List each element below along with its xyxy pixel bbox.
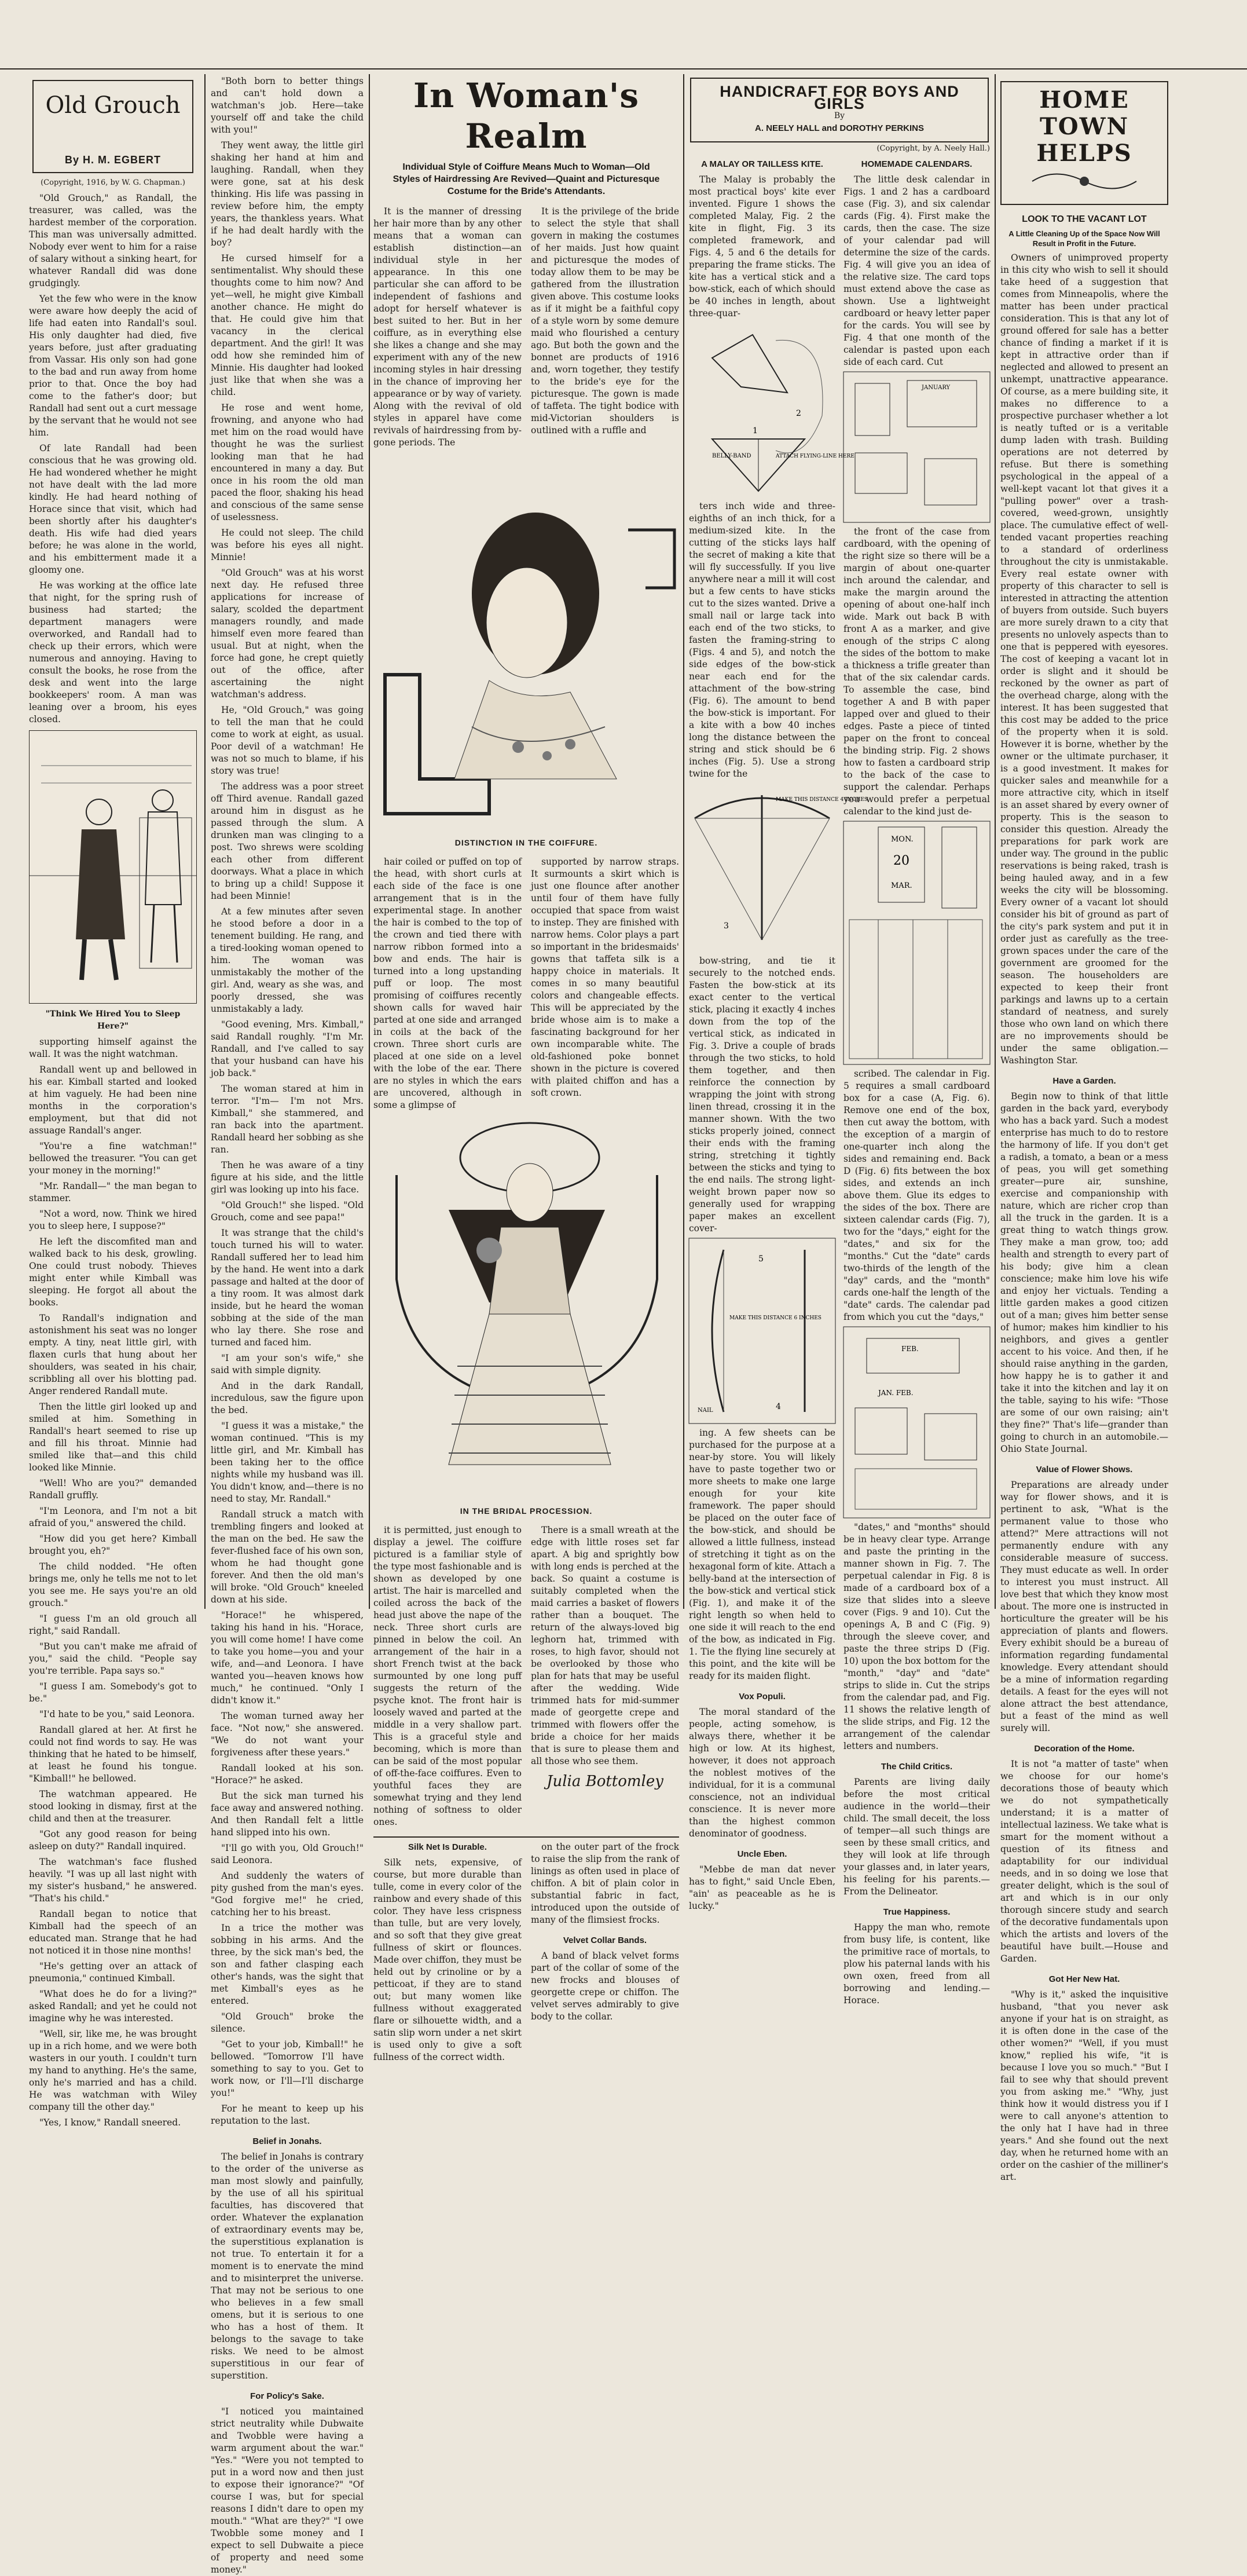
- story-title: Old Grouch: [45, 92, 181, 119]
- true-happiness-title: True Happiness.: [883, 1907, 951, 1917]
- column-rule: [683, 74, 684, 1609]
- womans-realm-mid-text: [373, 856, 679, 1111]
- bridal-text-mid: supported by narrow straps. It surmounts a skirt which is just one flounce after another until four of them have fully occupied that space from waist to instep. They are finished with narrow hems. Color plays a part so important in the bridesmaids' gowns that taffeta silk is a happy choice in materials. It comes in so many beautiful colors and changeable effects. This will be appreciated by the bride whose aim is to make a fascinating background for her own incomparable white. The old-fashioned poke bonnet shown in the picture is covered with plaited chiffon and has a soft crown.: [531, 857, 679, 1098]
- column-rule: [995, 74, 996, 1609]
- cal-label-mon: MON.: [891, 835, 914, 844]
- new-hat-title: Got Her New Hat.: [1048, 1974, 1120, 1984]
- story-paragraph: And in the dark Randall, incredulous, saw the figure upon the bed.: [211, 1381, 364, 1415]
- story-paragraph: He cursed himself for a sentimentalist. Why should these thoughts come to him now? And yet—well, he might give Kimball another chance. He might do that. He could give him that vacancy in the clerical department. And the girl! It was odd how she reminded him of Minnie. His daughter had looked just like that when she was a child.: [211, 253, 364, 397]
- section-divider: [373, 1836, 679, 1838]
- flower-shows-text: Preparations are already under way for flower shows, and it is pertinent to ask, "What is the permanent value to those who attend?" Mere attractions will not permanently endure with any considerable measure of success. They must educate as well. In order to interest you must instruct. All love best that which they know most about. The more one is instructed in horticulture the greater will be his appreciation of plants and flowers. Every exhibit should be a bureau of information regarding fundamental knowledge. Every attendant should be a mine of information regarding details. A feast for the eyes will not alone attract the best attendance, but a feast of the mind as well surely will.: [1000, 1480, 1168, 1733]
- handicraft-header: [690, 78, 989, 142]
- story-paragraph: "Good evening, Mrs. Kimball," said Randall roughly. "I'm Mr. Randall, and I've called to say that your husband can have his job back.": [211, 1019, 364, 1078]
- story-title-box: [32, 80, 193, 173]
- story-paragraph: "Old Grouch!" she lisped. "Old Grouch, come and see papa!": [211, 1200, 364, 1223]
- story-paragraphs-continued: [29, 1036, 197, 2129]
- story-paragraph: The woman turned away her face. "Not now," she answered. "We do not want your forgiveness after these years.": [211, 1711, 364, 1758]
- calendar-figures-1-4: [843, 372, 990, 522]
- handicraft-by: By: [834, 111, 845, 120]
- fig-label-5: 5: [758, 1254, 764, 1264]
- fig-label-2: 2: [796, 409, 801, 418]
- story-paragraph: "You're a fine watchman!" bellowed the treasurer. "You can get your money in the morning!": [29, 1141, 197, 1176]
- velvet-collar-text: A band of black velvet forms part of the collar of some of the new frocks and blouses of georgette crepe or chiffon. The velvet serves admirably to give body to the collar.: [531, 1951, 679, 2022]
- story-copyright: (Copyright, 1916, by W. G. Chapman.): [41, 178, 185, 187]
- home-decoration-text: It is not "a matter of taste" when we choose for our home's decorations those of beauty which we do not sympathetically understand; it is a matter of intellectual laziness. We take what is smart for the moment without a question of its fitness and adaptability for our individual needs, and in so doing we lose that greater delight, which is the soul of art and which is in our only thorough sincere study and search of the decorative fundamentals upon which the artists and lovers of the beautiful have built.—House and Garden.: [1000, 1759, 1168, 1964]
- home-town-helps-header: [1000, 81, 1168, 205]
- decorative-flourish-icon: [1026, 167, 1142, 196]
- story-paragraph: He rose and went home, frowning, and anyone who had met him on the road would have thought he was the surliest looking man that he had encountered in many a day. But once in his room the old man paced the floor, shaking his head and conscious of the same sense of uselessness.: [211, 402, 364, 522]
- story-paragraph: They went away, the little girl shaking her hand at him and laughing. Randall, when they were gone, sat at his desk thinking. His life was passing in review before him, the empty years, the thankless years. What if he had dealt hardly with the boy?: [211, 140, 364, 248]
- story-paragraph: "I'd hate to be you," said Leonora.: [39, 1709, 195, 1719]
- story-paragraph: Yet the few who were in the know were aware how deeply the acid of life had eaten into Randall's soul. His only daughter had died, five years before, just after graduating from Vassar. His only son had gone to the bad and run away from home prior to that. Once the boy had come to the father's door; but Randall had sent out a curt message by the servant that he would not see him.: [29, 294, 197, 438]
- story-paragraph: The watchman's face flushed heavily. "I was up all last night with my sister's husband," he answered. "That's his child.": [29, 1857, 197, 1904]
- fig-label-3: 3: [724, 921, 729, 931]
- coiffure-text-mid: hair coiled or puffed on top of the head, with short curls at each side of the face is one arrangement that is in the experimental stage. In another the hair is combed to the top of the crown and tied there with narrow ribbon formed into a bow and ends. The hair is turned into a long upstanding puff or loop. The most promising of coiffures recently shown calls for waved hair parted at one side and arranged in coils at the back of the crown. Three short curls are placed at one side on a level with the lobe of the ear. There are no styles in which the ears are uncovered, although in some a glimpse of: [373, 857, 522, 1110]
- handicraft-title: HANDICRAFT FOR BOYS AND GIRLS: [720, 83, 959, 112]
- story-paragraph: "I guess it was a mistake," the woman continued. "This is my little girl, and Mr. Kimball has been taking her to the office nights while my husband was ill. You didn't know, and—there is no need to stay, Mr. Randall.": [211, 1421, 364, 1504]
- womans-realm-subtitle: Individual Style of Coiffure Means Much to Woman—Old Styles of Hairdressing Are Revived—Quaint and Picturesque Costume for the Bride's Attendants.: [393, 162, 660, 196]
- child-critics-title: The Child Critics.: [881, 1762, 953, 1772]
- vacant-lot-title: LOOK TO THE VACANT LOT: [1022, 214, 1147, 224]
- calendar-text-3: scribed. The calendar in Fig. 5 requires a small cardboard box for a case (A, Fig. 6). Remove one end of the box, then cut away the bottom, with the exception of a margin of one-quarter inch along the sides and remaining end. Back D (Fig. 6) fits between the box sides, and extends an inch above them. Glue its edges to the sides of the box. There are sixteen calendar cards (Fig. 7), two for the "days," eight for the "dates," and six for the "months." Cut the "date" cards two-thirds of the length of the "day" cards, and the "month" cards one-half the length of the "date" cards. The calendar pad from which you cut the "days,": [843, 1069, 990, 1322]
- story-paragraph: At a few minutes after seven he stood before a door in a tenement building. He rang, and a tired-looking woman opened to him. The woman was unmistakably the mother of the girl. And, weary as she was, and poorly dressed, she was unmistakably a lady.: [211, 906, 364, 1014]
- story-paragraph: "I guess I am. Somebody's got to be.": [29, 1681, 197, 1704]
- coiffure-text-left: It is the manner of dressing her hair more than by any other means that a woman can establish distinction—an individual style in her appearance. In this one particular she can afford to be independent of fashions and adopt for herself whatever is best suited to her. But in her coiffure, as in everything else she likes a change and she may experiment with any of the new incoming styles in hair dressing in the chance of improving her appearance or by way of variety. Along with the revival of old styles in apparel have come revivals of hairdressing from by-gone periods. The: [373, 206, 522, 448]
- home-decoration-title: Decoration of the Home.: [1034, 1744, 1135, 1754]
- story-illustration: [29, 730, 197, 1004]
- for-policys-sake-text: "I noticed you maintained strict neutrality while Dubwaite and Twobble were having a warm argument about the war." "Yes." "Were you not tempted to put in a word now and then just to expose their ignorance?" "Of course I was, but for special reasons I didn't dare to open my mouth." "What are they?" "I owe Twobble some money and I expect to sell Dubwaite a piece of property and need some money.": [211, 2406, 364, 2575]
- handicraft-copyright: (Copyright, by A. Neely Hall.): [876, 144, 990, 153]
- uncle-eben-text: "Mebbe de man dat never has to fight," said Uncle Eben, "ain' as peaceable as he is lucky.": [689, 1864, 835, 1911]
- story-paragraph: Then he was aware of a tiny figure at his side, and the little girl was looking up into his face.: [211, 1160, 364, 1195]
- kite-figure-3: [689, 784, 868, 952]
- fig-label-1: 1: [753, 426, 758, 436]
- kite-title: A MALAY OR TAILLESS KITE.: [701, 159, 823, 169]
- story-paragraph: Randall began to notice that Kimball had the speech of an educated man. Strange that he had not noticed it in those nine months!: [29, 1909, 197, 1956]
- story-paragraphs: [29, 192, 197, 726]
- kite-text-3: bow-string, and tie it securely to the notched ends. Fasten the bow-stick at its exact center to the vertical stick, placing it exactly 4 inches down from the top of the vertical stick, as indicated in Fig. 3. Drive a couple of brads through the two sticks, to hold them together, and then reinforce the connection by wrapping the joint with strong linen thread, crossing it in the manner shown. With the two sticks properly joined, connect their ends with the framing string, stretching it tightly between the sticks and tying to the end nails. The strong light-weight brown paper now so generally used for wrapping paper makes an excellent cover-: [689, 956, 835, 1234]
- bridal-text-bottom: There is a small wreath at the edge with little roses set far apart. A big and sprightly bow with long ends is perched at the back. So quaint a costume is suitably completed when the maid carries a basket of flowers rather than a bouquet. The return of the always-loved big leghorn hat, trimmed with roses, to high favor, should not be overlooked by those who plan for hats that may be useful after the wedding. Wide trimmed hats for mid-summer made of georgette crepe and trimmed with flowers offer the bride a choice for her maids that is sure to please them and all those who see them.: [531, 1525, 679, 1766]
- belief-in-jonahs-title: Belief in Jonahs.: [252, 2136, 322, 2146]
- fig-label-4: 4: [776, 1402, 781, 1411]
- story-paragraph: He left the discomfited man and walked back to his desk, growling. One could trust nobody. Thieves might enter while Kimball was sleeping. He forgot all about the books.: [29, 1236, 197, 1308]
- cal-label-jan-feb: JAN. FEB.: [878, 1389, 914, 1397]
- cal-label-20: 20: [893, 854, 909, 868]
- womans-realm-bottom-text: [373, 1524, 679, 1828]
- womans-realm-title: In Woman's Realm: [413, 76, 640, 156]
- coiffure-illustration: [373, 455, 679, 837]
- have-a-garden-text: Begin now to think of that little garden in the back yard, everybody who has a back yard. Such a modest enterprise has much to do to restore the harmony of life. If you don't get a radish, a tomato, a bean or a mess of peas, you will get something greater—pure air, sunshine, exercise and companionship with nature, which are richer crop than all the truck in the garden. It is a great thing to watch things grow. They make a man grow, too; add health and strength to every part of his body; give him a clean conscience; make him love his wife and enjoy her victuals. Tending a little garden makes a good citizen out of a man; gives him better sense of humor; makes him kindlier to his neighbors, and gives a gentler accent to his voice. And then, if he should raise anything in the garden, how happy he is to gather it and take it into the kitchen and lay it on the table, saying to his wife: "Those are some of our own raising; ain't they fine?" That's life—grander than going to church in an automobile.—Ohio State Journal.: [1000, 1091, 1168, 1454]
- bridal-caption: IN THE BRIDAL PROCESSION.: [460, 1506, 593, 1516]
- bridal-text-right: It is the privilege of the bride to select the style that shall govern in making the costumes of her maids. Just how quaint and picturesque the modes of today allow them to be may be gathered from the illustration given above. This costume looks as if it might be a faithful copy of a style worn by some demure maid who flourished a century ago. But both the gown and the bonnet are products of 1916 and, worn together, they testify to the bride's eye for the picturesque. The gown is made of taffeta. The tight bodice with mid-Victorian shoulders is outlined with a ruffle and: [531, 206, 679, 436]
- cal-label-january: JANUARY: [922, 385, 951, 391]
- bridal-illustration: [373, 1117, 679, 1505]
- story-paragraph: "Got any good reason for being asleep on duty?" Randall inquired.: [29, 1829, 197, 1851]
- cal-label-feb: FEB.: [901, 1345, 919, 1353]
- silk-net-text: Silk nets, expensive, of course, but more durable than tulle, come in every color of the rainbow and every shade of this color. They have less crispness than tulle, but are very lovely, and so soft that they give great fullness of skirt or flounces. Made over chiffon, they must be held out by crinoline or by a petticoat, if they are to stand out; but many women like fullness without exaggerated flare or silhouette width, and a satin slip worn under a net skirt is used only to give a soft fullness of the correct width.: [373, 1857, 522, 2062]
- watchman-illustration: [30, 731, 196, 1003]
- story-paragraph: Randall struck a match with trembling fingers and looked at the man on the bed. He saw the fever-flushed face of his own son, whom he had thought gone forever. And then the old man's will broke. "Old Grouch" kneeled down at his side.: [211, 1509, 364, 1605]
- story-paragraph: "Yes, I know," Randall sneered.: [39, 2117, 181, 2128]
- fig-label-6-inches: MAKE THIS DISTANCE 6 INCHES: [729, 1315, 821, 1321]
- story-paragraph: Of late Randall had been conscious that he was growing old. He had wondered whether he might not have dealt with the lad more kindly. He had heard nothing of Horace since that visit, which had been shortly after his daughter's death. His wife had died years before; he was alone in the world, and his embitterment made it a gloomy one.: [29, 443, 197, 575]
- story-paragraph: But the sick man turned his face away and answered nothing. And then Randall felt a little hand slipped into his own.: [211, 1791, 364, 1838]
- story-paragraph: Randall went up and bellowed in his ear. Kimball started and looked at him vaguely. He had been nine months in the corporation's employment, but that did not assuage Randall's anger.: [29, 1064, 197, 1136]
- flower-shows-title: Value of Flower Shows.: [1036, 1465, 1133, 1474]
- fig-label-flying-line: ATTACH FLYING-LINE HERE: [776, 453, 854, 459]
- calendar-title: HOMEMADE CALENDARS.: [861, 159, 973, 169]
- silk-net-continued: on the outer part of the frock to raise the slip from the rank of linings as often used in place of chiffon. A bit of plain color in substantial fabric in fact, introduced upon the outside of many of the flimsiest frocks.: [531, 1842, 679, 1925]
- story-paragraph: "I guess I'm an old grouch all right," said Randall.: [29, 1613, 197, 1636]
- true-happiness-text: Happy the man who, remote from busy life, is content, like the primitive race of mortals, to plow his paternal lands with his own oxen, freed from all borrowing and lending.—Horace.: [843, 1922, 990, 2006]
- story-paragraph: "He's getting over an attack of pneumonia," continued Kimball.: [29, 1961, 197, 1984]
- story-paragraph: supporting himself against the wall. It was the night watchman.: [29, 1037, 197, 1059]
- story-paragraph: The watchman appeared. He stood looking in dismay, first at the child and then at the treasurer.: [29, 1789, 197, 1824]
- illustration-caption: "Think We Hired You to Sleep Here?": [45, 1009, 181, 1031]
- story-paragraph: And suddenly the waters of pity gushed from the man's eyes. "God forgive me!" he cried, catching her to his breast.: [211, 1871, 364, 1918]
- vacant-lot-subtitle: A Little Cleaning Up of the Space Now Will Result in Profit in the Future.: [1008, 229, 1160, 248]
- uncle-eben-title: Uncle Eben.: [737, 1849, 787, 1859]
- story-paragraph: "Not a word, now. Think we hired you to sleep here, I suppose?": [29, 1209, 197, 1231]
- fig-label-belly-band: BELLY-BAND: [712, 453, 751, 459]
- kite-column: [689, 155, 868, 2007]
- story-paragraph: He could not sleep. The child was before his eyes all night. Minnie!: [211, 528, 364, 562]
- silk-net-title: Silk Net Is Durable.: [408, 1842, 487, 1852]
- vox-populi-title: Vox Populi.: [739, 1692, 786, 1702]
- story-paragraph: "Horace!" he whispered, taking his hand in his. "Horace, you will come home! I have come to take you home—you and your wife, and—and Leonora. I have wanted you—heaven knows how much," he continued. "Only I didn't know it.": [211, 1610, 364, 1706]
- story-paragraph: Randall glared at her. At first he could not find words to say. He was thinking that he hated to be himself, at least he found his tongue. "Kimball!" he bellowed.: [29, 1725, 197, 1784]
- handicraft-section: [689, 75, 990, 2006]
- womans-realm-top-text: [373, 206, 679, 449]
- story-paragraph: "Old Grouch," as Randall, the treasurer, was called, was the hardest member of the corporation. This man was universally admitted. Nobody ever went to him for a raise of salary without a sinking heart, for whatever Randall did was done grudgingly.: [29, 193, 197, 288]
- top-rule: [0, 68, 1247, 69]
- story-paragraph: The child nodded. "He often brings me, only he tells me not to let you see me. He says you're an old grouch.": [29, 1561, 197, 1608]
- velvet-collar-block: [531, 1841, 679, 2063]
- handicraft-columns: [689, 155, 990, 2007]
- kite-text-2: ters inch wide and three-eighths of an inch thick, for a medium-sized kite. In the cutting of the sticks lays half the secret of making a kite that will fly successfully. If you live anywhere near a mill it will cost but a few cents to have sticks cut to the sizes wanted. Drive a small nail or large tack into each end of the two sticks, to fasten the framing-string to (Figs. 4 and 5), and notch the side edges of the bow-stick near each end for the attachment of the bow-string (Fig. 6). The amount to bend the bow-stick is important. For a kite with a bow 40 inches long the distance between the string and stick should be 6 inches (Fig. 5). Use a strong twine for the: [689, 501, 835, 779]
- story-paragraph: The address was a poor street off Third avenue. Randall gazed around him in disgust as he passed through the slum. A drunken man was clinging to a post. Two shrews were scolding each other from different doorways. What a place in which to bring up a child! Suppose it had been Minnie!: [211, 781, 364, 901]
- story-paragraph: "Old Grouch" was at his worst next day. He refused three applications for increase of salary, scolded the department managers roundly, and made himself even more feared than usual. But at night, when the force had gone, he crept quietly out of the office, after ascertaining the night watchman's address.: [211, 568, 364, 700]
- coiffure-caption: DISTINCTION IN THE COIFFURE.: [454, 838, 598, 847]
- story-paragraph: "Mr. Randall—" the man began to stammer.: [29, 1181, 197, 1203]
- story-paragraph: For he meant to keep up his reputation to the last.: [211, 2103, 364, 2126]
- story-paragraph: "Well! Who are you?" demanded Randall gruffly.: [29, 1478, 197, 1501]
- for-policys-sake-title: For Policy's Sake.: [250, 2391, 324, 2401]
- kite-figure-4-5-6: [689, 1238, 835, 1424]
- story-paragraph: In a trice the mother was sobbing in his arms. And the three, by the sick man's bed, the son and father clasping each other's hands, was the sight that met Kimball's eyes as he entered.: [211, 1923, 364, 2006]
- story-old-grouch: [29, 75, 197, 2128]
- calendar-column: [843, 155, 990, 2007]
- belief-in-jonahs-text: The belief in Jonahs is contrary to the order of the universe as man most slowly and painfully, by the use of all his spiritual faculties, has discovered that order. Whatever the explanation of extraordinary events may be, the superstitious explanation is not true. To entertain it for a moment is to enervate the mind and to misinterpret the universe. That may not be serious to one who believes in a few small omens, but it is serious to one who has a host of them. It belongs to the savage to take risks. We need to be almost superstitious in our fear of superstition.: [211, 2151, 364, 2381]
- story-paragraph: It was strange that the child's touch turned his will to water. Randall suffered her to lead him by the hand. He went into a dark passage and halted at the door of a tiny room. It was almost dark inside, but he heard the woman sobbing at the side of the man who lay there. She rose and turned and faced him.: [211, 1228, 364, 1348]
- story-paragraph: "But you can't make me afraid of you," said the child. "People say you're terrible. Papa says so.": [29, 1641, 197, 1676]
- story-continuation: [211, 75, 364, 2575]
- coiffure-portrait: [373, 455, 679, 837]
- story-paragraph: "Well, sir, like me, he was brought up in a rich home, and we were both wasters in our youth. I couldn't turn my hand to anything. He's the same, only he's married and has a child. He was watchman with Wiley company till the other day.": [29, 2029, 197, 2112]
- fig-label-nail: NAIL: [698, 1407, 713, 1414]
- story-paragraph: Randall looked at his son. "Horace?" he asked.: [211, 1763, 364, 1785]
- author-signature: Julia Bottomley: [547, 1773, 663, 1790]
- story-paragraph: Then the little girl looked up and smiled at him. Something in Randall's heart seemed to rise up and fill his throat. Minnie had smiled like that—and this child looked like Minnie.: [29, 1402, 197, 1473]
- coiffure-text-bottom: it is permitted, just enough to display a jewel. The coiffure pictured is a familiar style of the type most fashionable and is shown as developed by one artist. The hair is marcelled and coiled across the back of the head just above the nape of the neck. Three short curls are pinned in below the coil. An arrangement of the hair in a short French twist at the back surmounted by one long puff suggests the return of the psyche knot. The front hair is loosely waved and parted at the middle in a very shallow part. This is a graceful style and becoming, which is more than can be said of the most popular of off-the-face coiffures. Even to youthful faces they are somewhat trying and they lend nothing of softness to older ones.: [373, 1525, 522, 1827]
- story-byline: By H. M. EGBERT: [64, 154, 161, 166]
- story-paragraph: "Old Grouch" broke the silence.: [211, 2011, 364, 2034]
- calendar-figures-5-7: [843, 821, 990, 1064]
- story-paragraph: He was working at the office late that night, for the spring rush of business had started; the department managers were overworked, and Randall had to check up their errors, which were numerous and annoying. Having to consult the books, he rose from the desk and went into the large bookkeepers' room. A man was leaning over a broom, his eyes closed.: [29, 580, 197, 724]
- womans-realm-footnotes: [373, 1841, 679, 2063]
- story-paragraph: He, "Old Grouch," was going to tell the man that he could come to work at eight, as usual. Poor devil of a watchman! He was not so much to blame, if his story was true!: [211, 705, 364, 776]
- silk-net-block: [373, 1841, 522, 2063]
- vacant-lot-text: Owners of unimproved property in this city who wish to sell it should take heed of a suggestion that comes from Minneapolis, where the matter has been under practical consideration. This is that any lot of ground offered for sale has a better chance of finding a market if it is kept in attractive order than if neglected and allowed to present an unkempt, unattractive appearance. Of course, as a mere building site, it makes no difference to a prospective purchaser whether a lot is neatly tufted or is a veritable dump laden with trash. Building operations are not deterred by refuse. But there is something psychological in the appeal of a well-kept vacant lot that gives it a "pulling power" over a trash-covered, weed-grown, unsightly place. The cumulative effect of well-tended vacant properties reaching to a standard of orderliness throughout the city is unmistakable. Every real estate owner with property of this character to sell is interested in attracting the attention of buyers from outside. Such buyers are more surely drawn to a city that presents no unlovely aspects than to one that is peppered with eyesores. The cost of keeping a vacant lot in order is slight and it should be reckoned by the owner as part of the overhead charge, along with the interest. It has been suggested that this cost may be added to the price of the property when it is sold. However it is borne, whether by the owner or the ultimate purchaser, it is a good investment. It makes for quicker sales and meanwhile for a more attractive city, which in itself is an asset shared by every owner of property. This is the season to consider this question. Already the preparations for park work are under way. The ground in the public reservations is being raked, trash is being hauled away, and in a few weeks the city will be blossoming. Every owner of a vacant lot should consider his bit of ground as part of the city's park system and put it in order just as carefully as the tree-grown spaces under the care of the government are groomed for the season. The householders are expected to keep their front parkings and lawns up to a certain standard of neatness, and surely those who own land on which there are no improvements should be under the same obligation.—Washington Star.: [1000, 253, 1168, 1066]
- story-paragraph: "How did you get here? Kimball brought you, eh?": [29, 1534, 197, 1556]
- column-rule: [204, 74, 206, 1609]
- calendar-figures-8-12: [843, 1327, 990, 1518]
- vox-populi-text: The moral standard of the people, acting somehow, is always there, whether it be high or low. At its highest, however, it does not approach the noblest motives of the individual, for it is a communal conscience, not an individual conscience. It is never more than the highest common denominator of goodness.: [689, 1707, 835, 1839]
- child-critics-text: Parents are living daily before the most critical audience in the world—their child. The small deceit, the loss of temper—all such things are seen by these small critics, and they will look at life through your glasses and, in later years, his feeling for his parents.—From the Delineator.: [843, 1777, 990, 1897]
- story-paragraph: "Get to your job, Kimball!" he bellowed. "Tomorrow I'll have something to say to you. Get to work now, or I'll—I'll discharge you!": [211, 2039, 364, 2098]
- story-paragraph: "Both born to better things and can't hold down a watchman's job. Here—take yourself off and take the child with you!": [211, 76, 364, 135]
- fig-label-4-inches: MAKE THIS DISTANCE 4 INCHES: [776, 797, 868, 803]
- calendar-text-1: The little desk calendar in Figs. 1 and 2 has a cardboard case (Fig. 3), and six calendar cards (Fig. 4). First make the cards, then the case. The size of your calendar pad will determine the size of the cards. Fig. 4 will give you an idea of the relative size. The card tops must extend above the case as shown. Use a lightweight cardboard or heavy letter paper for the cards. You will see by Fig. 4 that one month of the calendar is pasted upon each side of each card. Cut: [843, 174, 990, 367]
- bridal-bottom-block: [531, 1524, 679, 1828]
- calendar-text-4: "dates," and "months" should be in heavy clear type. Arrange and paste the printing in the manner shown in Fig. 7. The perpetual calendar in Fig. 8 is made of a cardboard box of a size that slides into a sleeve cover (Figs. 9 and 10). Cut the openings A, B and C (Fig. 9) through the sleeve cover, and paste the three strips D (Fig. 10) upon the box bottom for the "month," "day" and "date" strips to slide in. Cut the strips from the calendar pad, and Fig. 11 shows the relative length of the slide strips, and Fig. 12 the arrangement of the calendar letters and numbers.: [843, 1522, 990, 1751]
- story-paragraph: "What does he do for a living?" asked Randall; and yet he could not imagine why he was interested.: [29, 1989, 197, 2024]
- story-paragraph: To Randall's indignation and astonishment his seat was no longer empty. A tiny, neat little girl, with flaxen curls that hung about her shoulders, was seated in his chair, scribbling all over his blotting pad. Anger rendered Randall mute.: [29, 1313, 197, 1396]
- story-paragraph: "I'm Leonora, and I'm not a bit afraid of you," answered the child.: [29, 1506, 197, 1528]
- kite-figure-1-2: [689, 323, 854, 497]
- column-rule: [369, 74, 370, 1609]
- home-town-helps-title: HOME TOWN HELPS: [1036, 86, 1132, 167]
- story-paragraphs-2: [211, 75, 364, 2127]
- bridesmaid-drawing: [373, 1117, 679, 1505]
- story-paragraph: The woman stared at him in terror. "I'm— I'm not Mrs. Kimball," she stammered, and ran back into the apartment. Randall heard her sobbing as she ran.: [211, 1084, 364, 1155]
- cal-label-mar: MAR.: [891, 881, 912, 890]
- velvet-collar-title: Velvet Collar Bands.: [563, 1935, 647, 1945]
- kite-text-1: The Malay is probably the most practical boys' kite ever invented. Figure 1 shows the completed Malay, Fig. 2 the kite in flight, Fig. 3 its completed framework, and Figs. 4, 5 and 6 the details for preparing the frame sticks. The kite has a vertical stick and a bow-stick, each of which should be 40 inches in length, about three-quar-: [689, 174, 835, 319]
- kite-text-4: ing. A few sheets can be purchased for the purpose at a near-by store. You will likely have to paste together two or more sheets to make one large enough for your kite framework. The paper should be placed on the outer face of the bow-stick, and should be allowed a little fullness, instead of stretching it tight as on the hexagonal form of kite. Attach a belly-band at the intersection of the bow-stick and vertical stick (Fig. 1), and make it of the right length so when held to one side it will reach to the end of the bow, as indicated in Fig. 1. Tie the flying line securely at this point, and the kite will be ready for its maiden flight.: [689, 1428, 835, 1681]
- new-hat-text: "Why is it," asked the inquisitive husband, "that you never ask anyone if your hat is on straight, as it is often done in the case of the other women?" "Well, if you must know," replied his wife, "it is because I love you so much." "But I fail to see why that should prevent you from asking me." "Why, just think how it would distress you if I were to call anyone's attention to the only hat I have had in three years." And she found out the next day, when he returned home with an order on the cashier of the milliner's art.: [1000, 1989, 1168, 2182]
- story-paragraph: "I am your son's wife," she said with simple dignity.: [211, 1353, 364, 1375]
- home-town-helps-section: [1000, 75, 1168, 2182]
- story-paragraph: "I'll go with you, Old Grouch!" said Leonora.: [211, 1843, 364, 1865]
- womans-realm-section: [373, 75, 679, 2062]
- calendar-text-2: the front of the case from cardboard, with the opening of the right size so there will be a margin of about one-quarter inch around the calendar, and make the margin around the opening of about one-half inch wide. Mark out back B with front A as a marker, and give enough of the strips C along the sides of the bottom to make a thickness a trifle greater than that of the six calendar cards. To assemble the case, bind together A and B with paper lapped over and glued to their edges. Paste a piece of tinted paper on the front to conceal the binding strip. Fig. 2 shows how to fasten a cardboard strip to the back of the case to support the calendar. Perhaps you would prefer a perpetual calendar to the kind just de-: [843, 526, 990, 817]
- handicraft-byline: A. NEELY HALL and DOROTHY PERKINS: [755, 123, 924, 133]
- have-a-garden-title: Have a Garden.: [1052, 1076, 1116, 1086]
